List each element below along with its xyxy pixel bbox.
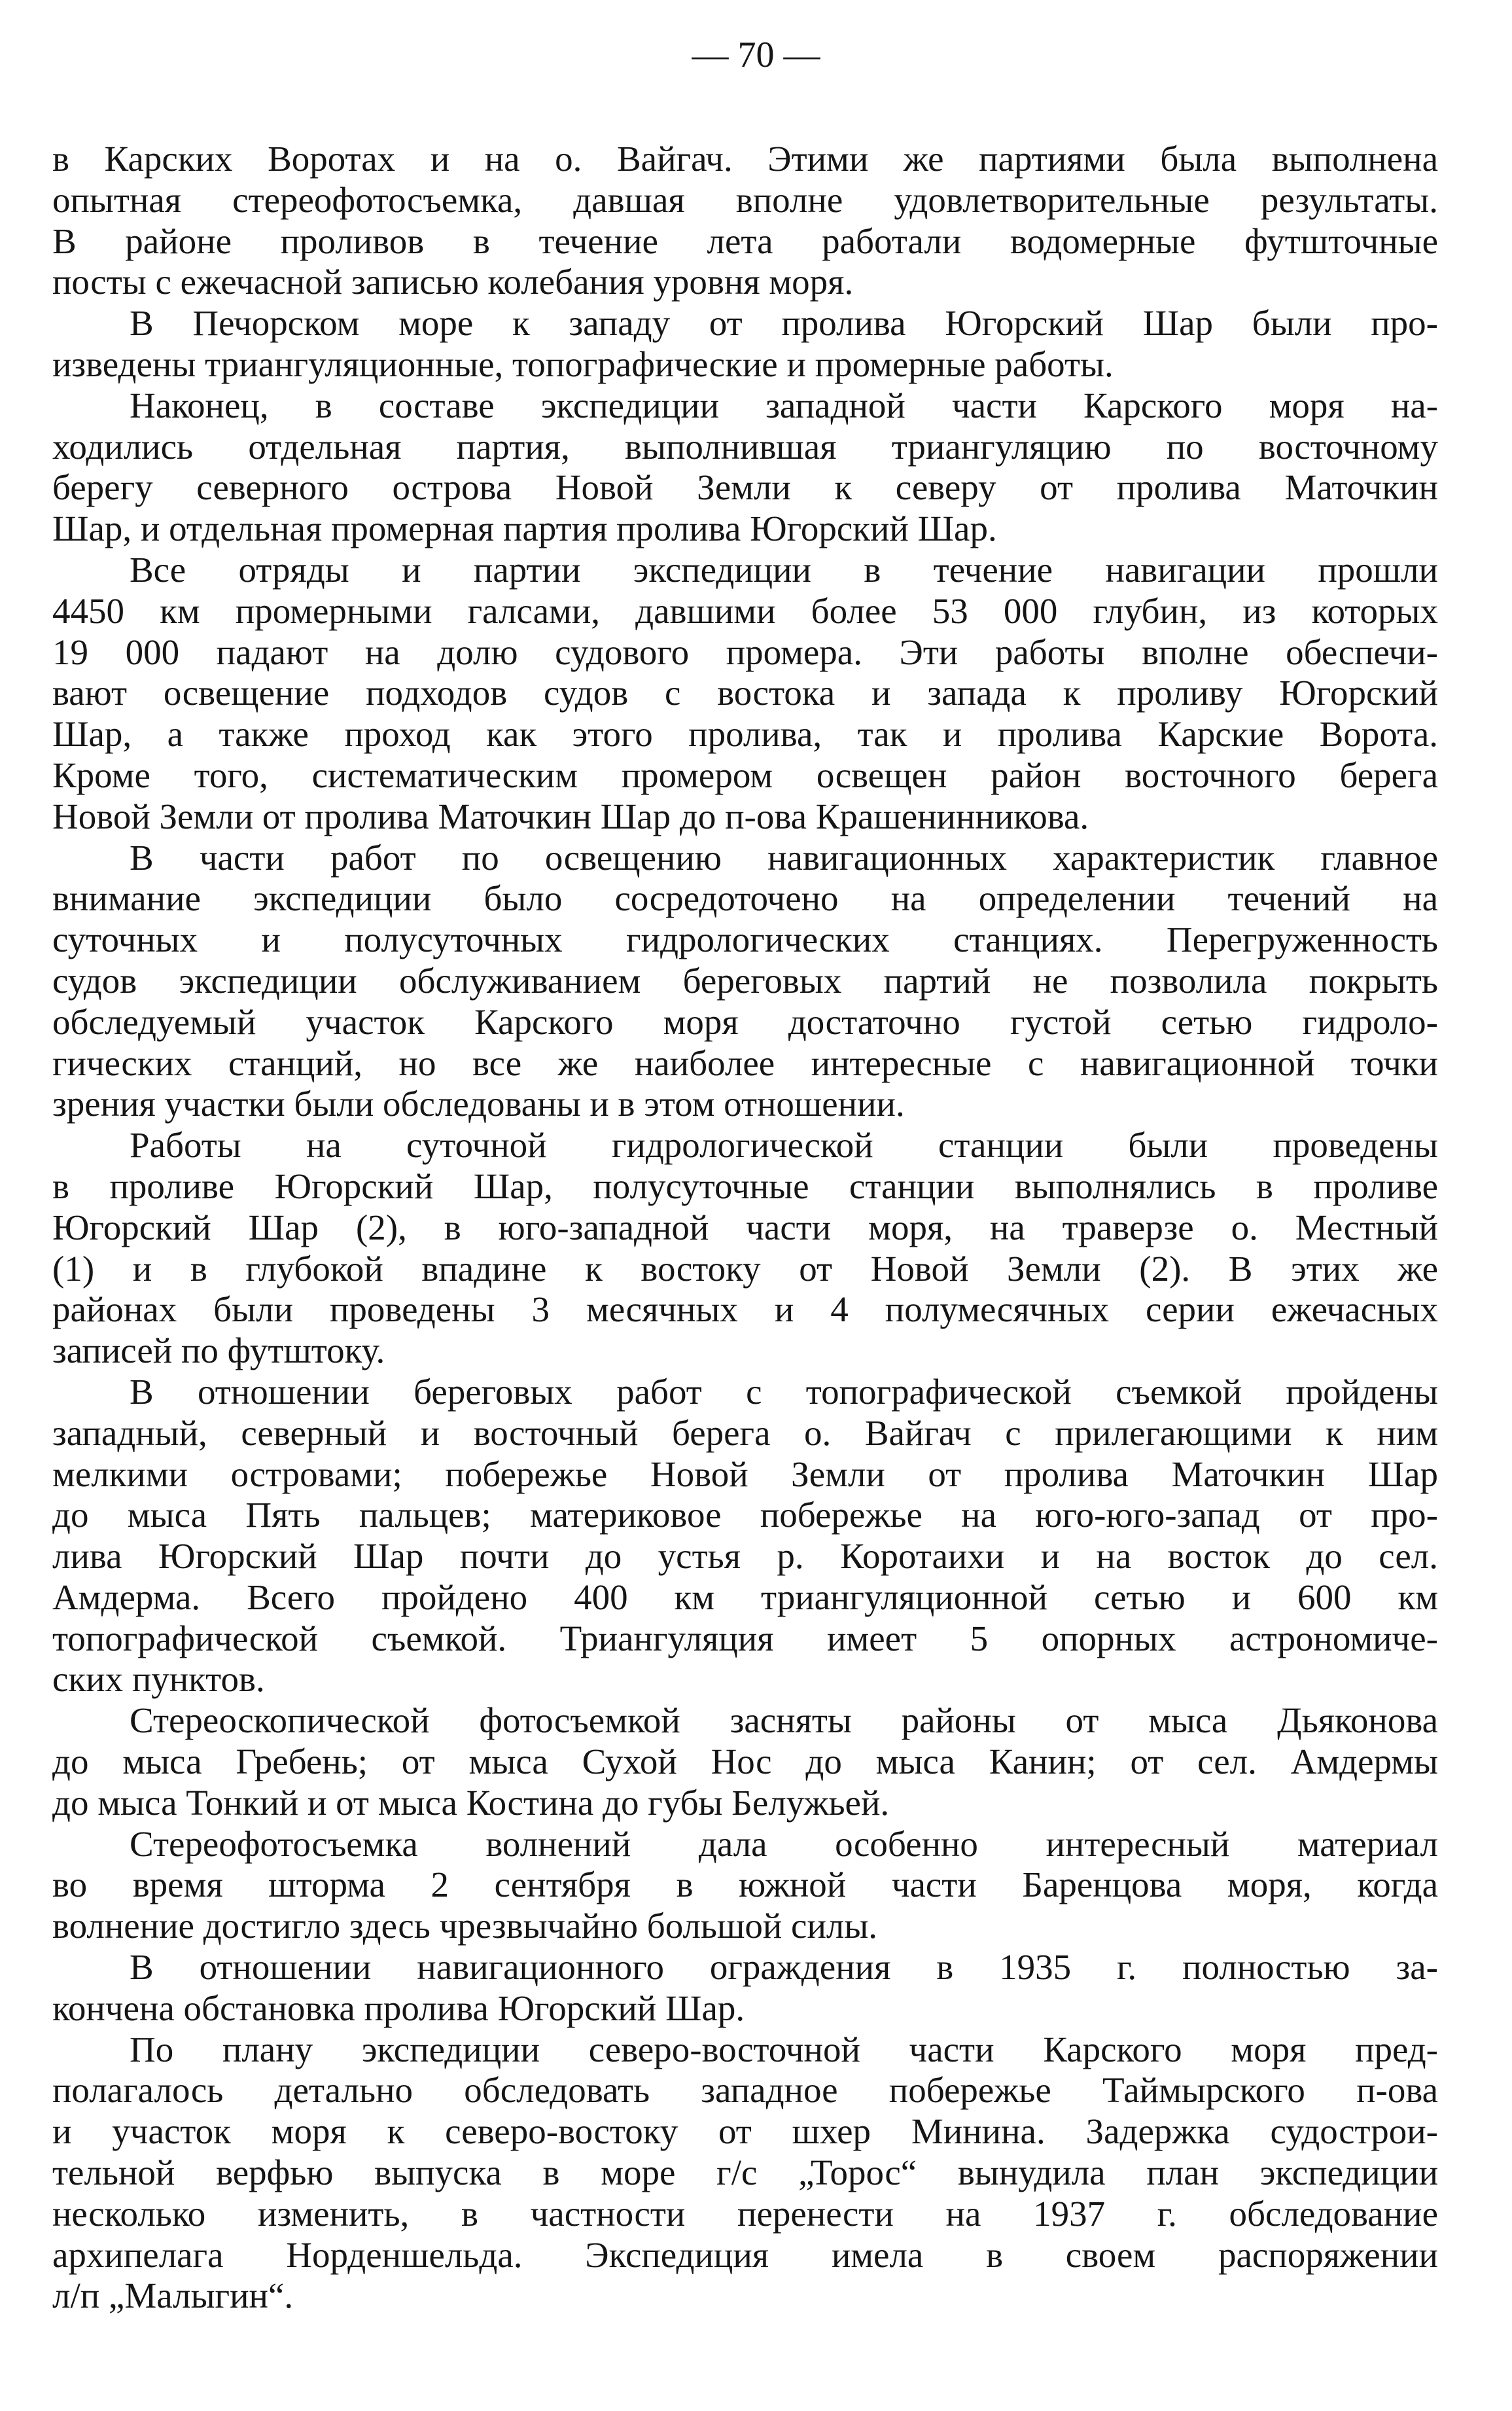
paragraph xyxy=(52,1947,1438,2029)
text-line: до мыса Тонкий и от мыса Костина до губы Белужьей. xyxy=(52,1782,890,1823)
text-line: и участок моря к северо-востоку от шхер Минина. Задержка судострои- xyxy=(52,2111,1438,2152)
text-line: Работы на суточной гидрологической станции были проведены xyxy=(130,1125,1438,1166)
paragraph xyxy=(52,2029,1438,2317)
text-line: внимание экспедиции было сосредоточено на определении течений на xyxy=(52,878,1438,919)
text-line: районах были проведены 3 месячных и 4 полумесячных серии ежечасных xyxy=(52,1289,1438,1330)
paragraph xyxy=(52,1824,1438,1947)
paragraph xyxy=(52,1125,1438,1372)
body-text xyxy=(52,139,1438,2317)
text-line: гических станций, но все же наиболее интересные с навигационной точки xyxy=(52,1043,1438,1083)
text-line: суточных и полусуточных гидрологических станциях. Перегруженность xyxy=(52,920,1438,960)
text-line: в Карских Воротах и на о. Вайгач. Этими же партиями была выполнена xyxy=(52,139,1438,179)
paragraph xyxy=(52,303,1438,385)
page-number: — 70 — xyxy=(692,35,820,75)
text-line: ходились отдельная партия, выполнившая триангуляцию по восточному xyxy=(52,426,1438,467)
text-line: Кроме того, систематическим промером освещен район восточного берега xyxy=(52,755,1438,795)
text-line: Шар, а также проход как этого пролива, так и пролива Карские Ворота. xyxy=(52,714,1438,755)
text-line: архипелага Норденшельда. Экспедиция имела в своем распоряжении xyxy=(52,2234,1438,2275)
text-line: В районе проливов в течение лета работали водомерные футшточные xyxy=(52,221,1438,261)
text-line: В отношении навигационного ограждения в 1935 г. полностью за- xyxy=(130,1947,1438,1988)
paragraph xyxy=(52,385,1438,550)
text-line: зрения участки были обследованы и в этом отношении. xyxy=(52,1084,905,1124)
paragraph xyxy=(52,838,1438,1126)
text-line: Стереоскопической фотосъемкой засняты районы от мыса Дьяконова xyxy=(130,1700,1438,1741)
text-line: вают освещение подходов судов с востока и запада к проливу Югорский xyxy=(52,673,1438,713)
text-line: В отношении береговых работ с топографической съемкой пройдены xyxy=(130,1371,1438,1412)
text-line: судов экспедиции обслуживанием береговых партий не позволила покрыть xyxy=(52,960,1438,1001)
text-line: обследуемый участок Карского моря достаточно густой сетью гидроло- xyxy=(52,1001,1438,1042)
text-line: 19 000 падают на долю судового промера. Эти работы вполне обеспечи- xyxy=(52,632,1438,672)
text-line: несколько изменить, в частности перенести на 1937 г. обследование xyxy=(52,2193,1438,2234)
text-line: во время шторма 2 сентября в южной части Баренцова моря, когда xyxy=(52,1865,1438,1905)
text-line: кончена обстановка пролива Югорский Шар. xyxy=(52,1988,745,2028)
text-line: Стереофотосъемка волнений дала особенно интересный материал xyxy=(130,1823,1438,1864)
text-line: По плану экспедиции северо-восточной части Карского моря пред- xyxy=(130,2029,1438,2069)
text-line: Новой Земли от пролива Маточкин Шар до п-ова Крашенинникова. xyxy=(52,796,1089,836)
text-line: западный, северный и восточный берега о. Вайгач с прилегающими к ним xyxy=(52,1412,1438,1453)
text-line: ских пунктов. xyxy=(52,1659,265,1700)
text-line: Наконец, в составе экспедиции западной части Карского моря на- xyxy=(130,385,1438,425)
paragraph xyxy=(52,1372,1438,1700)
text-line: лива Югорский Шар почти до устья р. Коротаихи и на восток до сел. xyxy=(52,1536,1438,1577)
text-line: в проливе Югорский Шар, полусуточные станции выполнялись в проливе xyxy=(52,1166,1438,1206)
paragraph xyxy=(52,139,1438,303)
text-line: полагалось детально обследовать западное побережье Таймырского п-ова xyxy=(52,2070,1438,2111)
paragraph xyxy=(52,1700,1438,1823)
text-line: Югорский Шар (2), в юго-западной части моря, на траверзе о. Местный xyxy=(52,1207,1438,1247)
text-line: тельной верфью выпуска в море г/с „Торос“ вынудила план экспедиции xyxy=(52,2152,1438,2193)
text-line: берегу северного острова Новой Земли к северу от пролива Маточкин xyxy=(52,467,1438,508)
text-line: (1) и в глубокой впадине к востоку от Новой Земли (2). В этих же xyxy=(52,1248,1438,1289)
text-line: топографической съемкой. Триангуляция имеет 5 опорных астрономиче- xyxy=(52,1618,1438,1658)
text-line: посты с ежечасной записью колебания уровня моря. xyxy=(52,262,854,302)
text-line: 4450 км промерными галсами, давшими более 53 000 глубин, из которых xyxy=(52,590,1438,631)
text-line: до мыса Пять пальцев; материковое побережье на юго-юго-запад от про- xyxy=(52,1495,1438,1535)
text-line: В части работ по освещению навигационных характеристик главное xyxy=(130,837,1438,878)
text-line: мелкими островами; побережье Новой Земли от пролива Маточкин Шар xyxy=(52,1454,1438,1494)
text-line: записей по футштоку. xyxy=(52,1331,385,1371)
text-line: изведены триангуляционные, топографические и промерные работы. xyxy=(52,344,1114,384)
text-line: Все отряды и партии экспедиции в течение навигации прошли xyxy=(130,549,1438,590)
text-line: до мыса Гребень; от мыса Сухой Нос до мыса Канин; от сел. Амдермы xyxy=(52,1741,1438,1782)
text-line: В Печорском море к западу от пролива Югорский Шар были про- xyxy=(130,303,1438,344)
text-line: л/п „Малыгин“. xyxy=(52,2276,294,2316)
text-line: опытная стереофотосъемка, давшая вполне удовлетворительные результаты. xyxy=(52,179,1438,220)
text-line: волнение достигло здесь чрезвычайно большой силы. xyxy=(52,1906,878,1946)
text-line: Амдерма. Всего пройдено 400 км триангуляционной сетью и 600 км xyxy=(52,1577,1438,1617)
paragraph xyxy=(52,550,1438,838)
text-line: Шар, и отдельная промерная партия пролива Югорский Шар. xyxy=(52,509,997,549)
